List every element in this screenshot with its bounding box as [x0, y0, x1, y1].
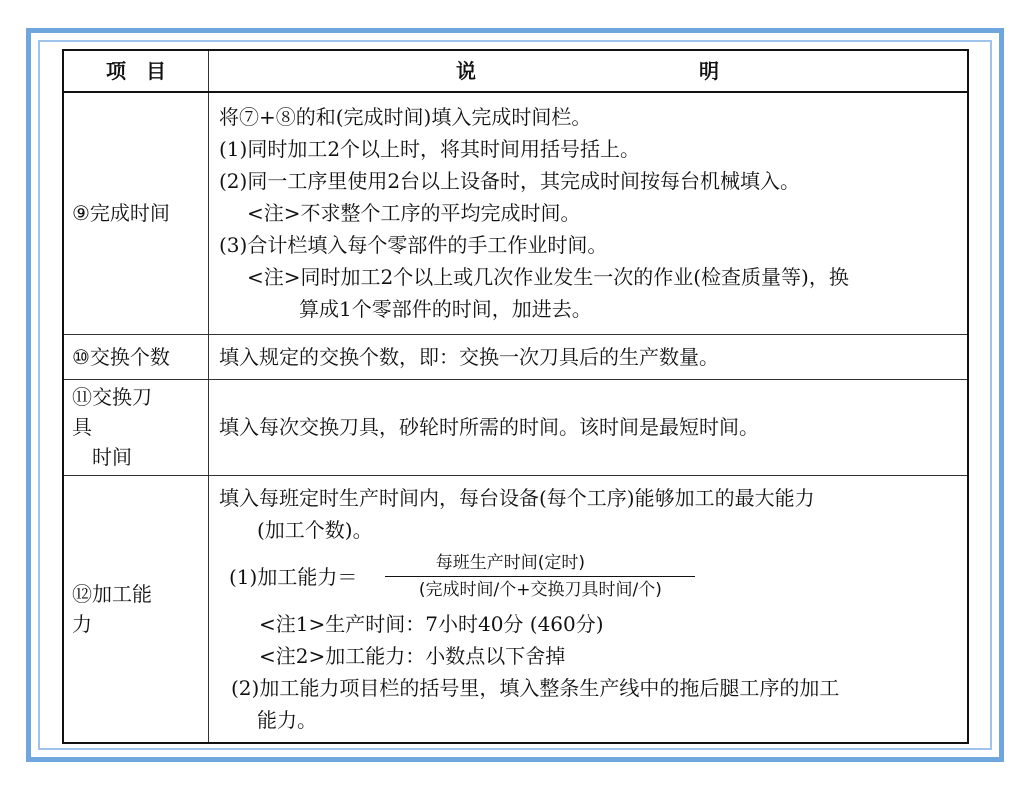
formula-fraction: [385, 550, 695, 603]
desc-line-cont: (加工个数)。: [257, 517, 373, 542]
desc-line: 填入每班定时生产时间内，每台设备(每个工序)能够加工的最大能力: [219, 485, 815, 510]
desc-line-cont: 能力。: [257, 707, 317, 732]
label-line: 力: [72, 611, 92, 636]
row-desc-completion-time: [209, 92, 969, 334]
row-label-capacity: [63, 475, 209, 743]
label-line: 具: [72, 415, 92, 439]
capacity-formula: [219, 546, 957, 608]
header-item: 项 目: [63, 50, 209, 92]
desc-note: <注>不求整个工序的平均完成时间。: [247, 201, 581, 226]
desc-line: 填入每次交换刀具，砂轮时所需的时间。该时间是最短时间。: [219, 415, 759, 439]
desc-note: <注1>生产时间：7小时40分 (460分): [259, 611, 604, 636]
table-row: [63, 475, 968, 743]
row-desc-tool-change-time: [209, 379, 969, 475]
header-description-right: 明: [699, 59, 719, 83]
label-line: ⑫加工能: [72, 581, 152, 606]
desc-line: (2)同一工序里使用2台以上设备时，其完成时间按每台机械填入。: [219, 169, 801, 194]
explanation-table: [62, 49, 969, 744]
label-line: 时间: [92, 445, 132, 469]
label-line: ⑪交换刀: [72, 385, 152, 409]
desc-line: (3)合计栏填入每个零部件的手工作业时间。: [219, 233, 608, 258]
row-label-exchange-count: ⑩交换个数: [63, 334, 209, 379]
desc-note-cont: 算成1个零部件的时间，加进去。: [299, 297, 592, 322]
header-description-left: 说: [456, 59, 476, 83]
formula-denominator: (完成时间/个+交换刀具时间/个): [418, 580, 662, 600]
formula-numerator: 每班生产时间(定时): [385, 550, 695, 577]
table-header-row: [63, 50, 968, 92]
desc-note: <注>同时加工2个以上或几次作业发生一次的作业(检查质量等)，换: [247, 265, 849, 290]
desc-note: <注2>加工能力：小数点以下舍掉: [259, 643, 566, 668]
row-label-completion-time: ⑨完成时间: [63, 92, 209, 334]
table-row: [63, 92, 968, 334]
desc-line: 填入规定的交换个数，即：交换一次刀具后的生产数量。: [219, 344, 719, 369]
table-row: [63, 379, 968, 475]
formula-lhs: (1)加工能力＝: [229, 564, 358, 589]
row-desc-exchange-count: [209, 334, 969, 379]
desc-line: (2)加工能力项目栏的括号里，填入整条生产线中的拖后腿工序的加工: [231, 675, 840, 700]
row-desc-capacity: [209, 475, 969, 743]
desc-line: (1)同时加工2个以上时，将其时间用括号括上。: [219, 137, 641, 162]
header-description: [209, 50, 969, 92]
desc-line: 将⑦+⑧的和(完成时间)填入完成时间栏。: [219, 105, 592, 130]
table-row: [63, 334, 968, 379]
row-label-tool-change-time: [63, 379, 209, 475]
